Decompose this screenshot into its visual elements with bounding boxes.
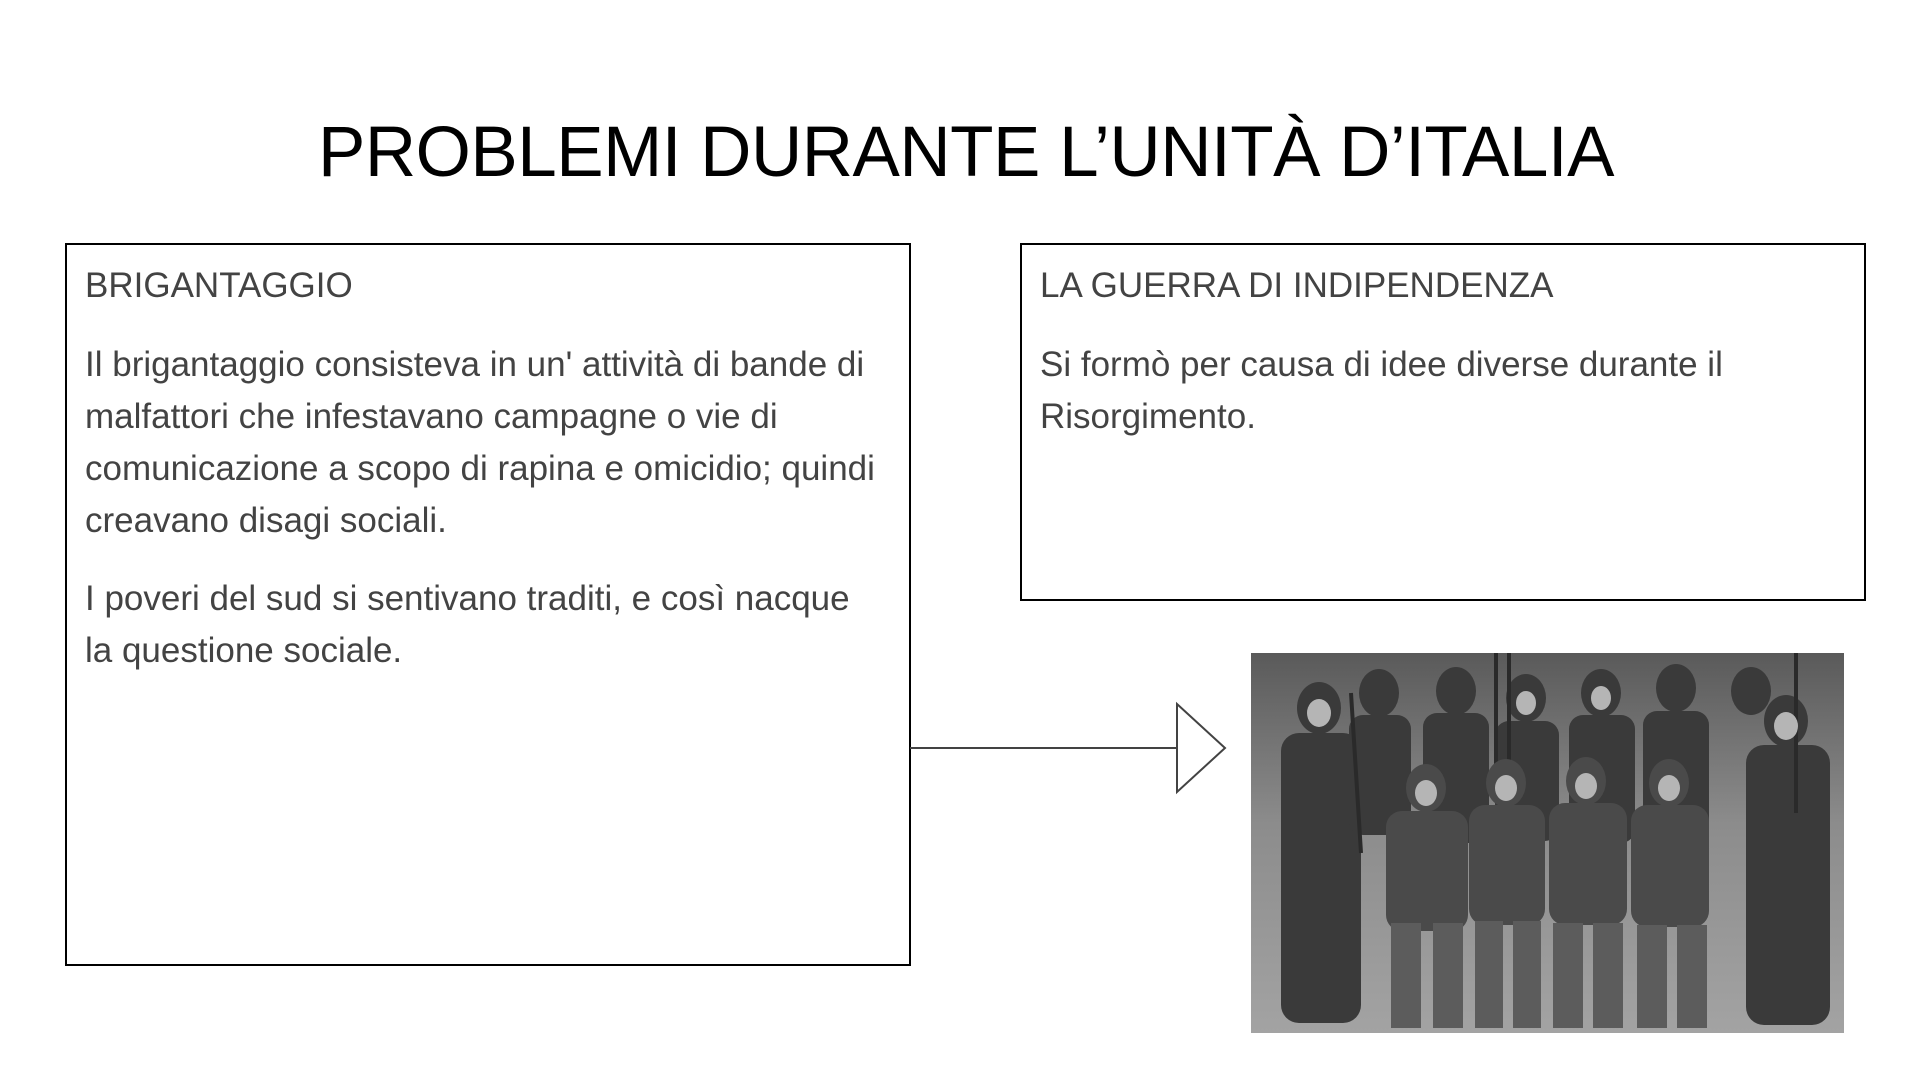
guerra-indipendenza-paragraph: Si formò per causa di idee diverse durante il Risorgimento.: [1040, 345, 1723, 436]
brigands-photo: [1251, 653, 1844, 1033]
right-arrow-icon: [909, 700, 1229, 800]
slide-title: PROBLEMI DURANTE L’UNITÀ D’ITALIA: [318, 113, 1614, 192]
brigantaggio-paragraph: I poveri del sud si sentivano traditi, e così nacque la questione sociale.: [85, 579, 850, 670]
brigantaggio-box: [65, 243, 911, 966]
brigantaggio-heading: BRIGANTAGGIO: [85, 266, 353, 305]
guerra-indipendenza-heading: LA GUERRA DI INDIPENDENZA: [1040, 266, 1554, 305]
guerra-indipendenza-box: [1020, 243, 1866, 601]
brigantaggio-paragraph: Il brigantaggio consisteva in un' attività di bande di malfattori che infestavano campagne o vie di comunicazione a scopo di rapina e omicidio; quindi creavano disagi sociali.: [85, 345, 875, 540]
brigands-photo-image: [1251, 653, 1844, 1033]
